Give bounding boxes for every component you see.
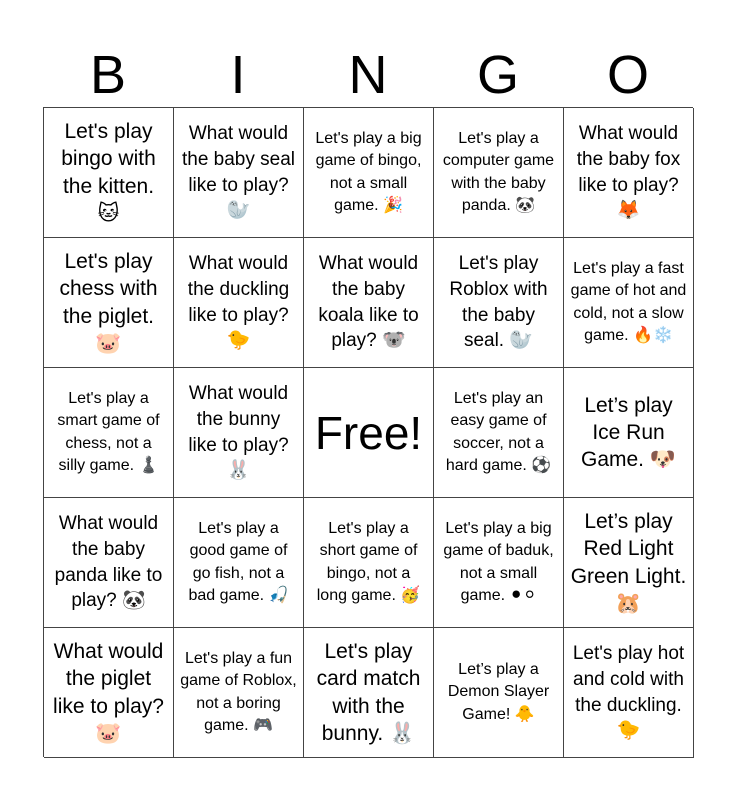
cell-text: What would the piglet like to play? 🐷 bbox=[53, 639, 164, 745]
cell-text: Let's play a short game of bingo, not a long game. 🥳 bbox=[316, 519, 421, 604]
bingo-cell bbox=[434, 498, 564, 628]
cell-text: Let's play a fast game of hot and cold, not a slow game. 🔥❄️ bbox=[570, 259, 687, 344]
header-letter-b: B bbox=[89, 45, 127, 105]
bingo-cell bbox=[564, 368, 694, 498]
cell-text: Let's play an easy game of soccer, not a hard game. ⚽ bbox=[445, 389, 552, 474]
bingo-cell bbox=[304, 498, 434, 628]
bingo-grid bbox=[43, 107, 693, 757]
bingo-cell bbox=[44, 108, 174, 238]
header-letter-g: G bbox=[476, 45, 519, 105]
cell-text: Let's play hot and cold with the duckling. 🐤 bbox=[572, 643, 685, 742]
bingo-cell bbox=[174, 498, 304, 628]
bingo-cell bbox=[44, 238, 174, 368]
bingo-cell bbox=[434, 108, 564, 238]
bingo-cell bbox=[434, 238, 564, 368]
bingo-cell bbox=[44, 628, 174, 758]
bingo-cell bbox=[564, 238, 694, 368]
bingo-header bbox=[43, 40, 693, 110]
bingo-cell bbox=[304, 628, 434, 758]
cell-text: What would the duckling like to play? 🐤 bbox=[187, 253, 290, 352]
bingo-cell bbox=[564, 498, 694, 628]
cell-text: Let's play a computer game with the baby panda. 🐼 bbox=[442, 129, 555, 214]
bingo-cell bbox=[44, 368, 174, 498]
cell-text: Let's play Roblox with the baby seal. 🦭 bbox=[449, 253, 548, 352]
cell-text: What would the baby panda like to play? 🐼 bbox=[54, 513, 163, 612]
cell-text: Let's play a fun game of Roblox, not a boring game. 🎮 bbox=[180, 649, 297, 734]
cell-text: Let's play a good game of go fish, not a bad game. 🎣 bbox=[188, 519, 289, 604]
cell-text: Let's play a smart game of chess, not a silly game. ♟️ bbox=[57, 389, 160, 474]
cell-text: Let's play a big game of baduk, not a small game. ⚫⚪ bbox=[443, 519, 554, 604]
cell-text: What would the bunny like to play? 🐰 bbox=[188, 383, 289, 482]
header-letter-i: I bbox=[230, 45, 246, 105]
bingo-cell bbox=[564, 108, 694, 238]
header-letter-o: O bbox=[606, 45, 649, 105]
cell-text: What would the baby fox like to play? 🦊 bbox=[576, 123, 681, 222]
bingo-cell bbox=[174, 238, 304, 368]
header-letter-n: N bbox=[348, 45, 388, 105]
cell-text: Let’s play Ice Run Game. 🐶 bbox=[580, 393, 676, 472]
bingo-cell bbox=[304, 238, 434, 368]
cell-text: Let's play card match with the bunny. 🐰 bbox=[316, 639, 421, 745]
cell-text: Let’s play Red Light Green Light. 🐹 bbox=[570, 509, 687, 615]
bingo-cell bbox=[174, 628, 304, 758]
cell-text: What would the baby koala like to play? 🐨 bbox=[318, 253, 419, 352]
bingo-cell bbox=[434, 368, 564, 498]
free-space-cell bbox=[304, 368, 434, 498]
bingo-cell bbox=[174, 368, 304, 498]
cell-text: Let's play chess with the piglet. 🐷 bbox=[59, 249, 158, 355]
cell-text: Let’s play a Demon Slayer Game! 🐥 bbox=[447, 660, 550, 723]
cell-text: Let's play a big game of bingo, not a small game. 🎉 bbox=[315, 129, 422, 214]
free-space-text: Free! bbox=[314, 406, 423, 459]
bingo-cell bbox=[44, 498, 174, 628]
cell-text: Let's play bingo with the kitten. 🐱 bbox=[61, 119, 156, 225]
cell-text: What would the baby seal like to play? 🦭 bbox=[181, 123, 296, 222]
bingo-cell bbox=[304, 108, 434, 238]
bingo-cell bbox=[434, 628, 564, 758]
bingo-cell bbox=[174, 108, 304, 238]
bingo-cell bbox=[564, 628, 694, 758]
